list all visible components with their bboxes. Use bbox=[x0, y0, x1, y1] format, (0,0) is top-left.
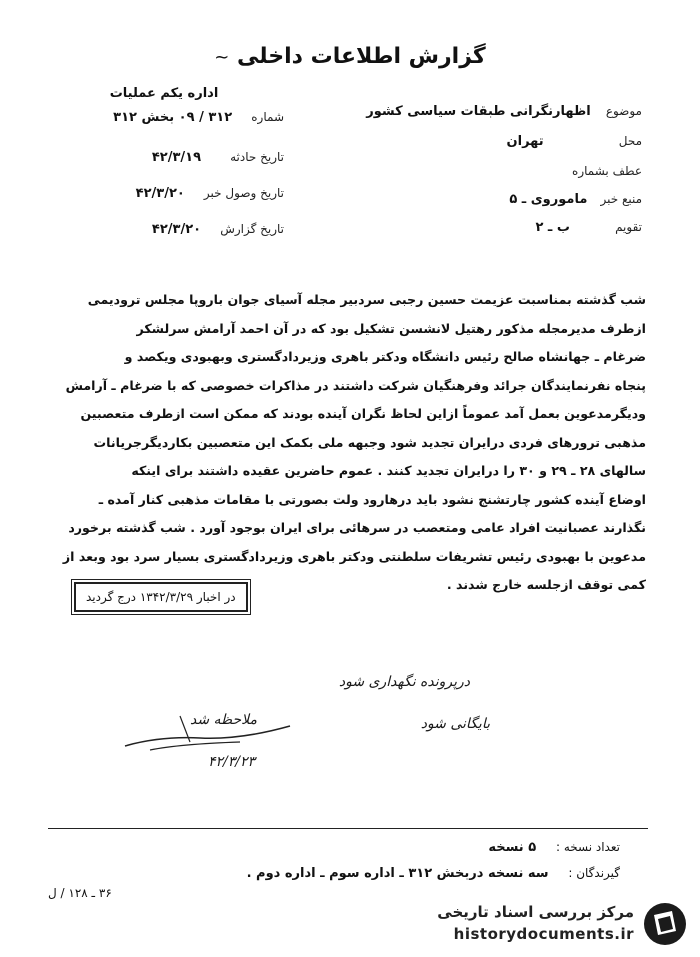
meta-right-block bbox=[322, 100, 642, 240]
recipients-value: سه نسخه دربخش ۳۱۲ ـ اداره سوم ـ اداره دوم . bbox=[246, 866, 549, 881]
report-body bbox=[46, 286, 646, 600]
meta-report-date-label: تاریخ گزارش bbox=[220, 222, 284, 236]
handwritten-date-text: ۴۲/۳/۲۳ bbox=[208, 754, 256, 770]
meta-incident-date-label: تاریخ حادثه bbox=[230, 150, 284, 164]
archive-stamp bbox=[74, 582, 248, 612]
handwritten-initial bbox=[421, 716, 490, 732]
watermark-name: مرکز بررسی اسناد تاریخی bbox=[437, 903, 634, 921]
meta-subject-label: موضوع bbox=[605, 104, 642, 118]
body-line: نگذارند عصبانیت افراد عامی ومتعصب در سرهائی برای ایران بوجود آورد . شب گذشته برخورد bbox=[68, 520, 646, 535]
meta-source-value: ماموروی ـ ۵ bbox=[509, 192, 588, 207]
footer-divider bbox=[48, 828, 648, 829]
meta-received-date-label: تاریخ وصول خبر bbox=[203, 186, 284, 200]
body-line: ودیگرمدعوین بعمل آمد عموماً ازاین لحاظ نگران آینده بودند که ممکن است ازطرف متعصبین bbox=[80, 406, 646, 421]
signature-text: ملاحظه شد bbox=[190, 712, 258, 728]
stamp-text: در اخبار ۱۳۴۲/۳/۲۹ درج گردید bbox=[86, 590, 236, 604]
meta-calendar-label: تقویم bbox=[615, 220, 642, 234]
copies-value: ۵ نسخه bbox=[488, 840, 537, 855]
meta-ref-label: عطف بشماره bbox=[572, 164, 642, 178]
meta-subject-row bbox=[322, 100, 642, 124]
copies-label: تعداد نسخه : bbox=[555, 840, 620, 854]
handwritten-note-text: درپرونده نگهداری شود bbox=[338, 674, 470, 690]
meta-source-label: منبع خبر bbox=[600, 192, 642, 206]
footer-copies-row bbox=[488, 840, 620, 855]
meta-report-date-value: ۴۲/۳/۲۰ bbox=[151, 222, 202, 237]
body-line: سالهای ۲۸ ـ ۲۹ و ۳۰ را درایران تجدید کنند . عموم حاضرین عقیده داشتند برای اینکه bbox=[131, 463, 646, 478]
title-text: گزارش اطلاعات داخلی bbox=[237, 44, 486, 69]
document-title bbox=[0, 44, 700, 69]
meta-calendar-row bbox=[322, 216, 642, 240]
body-line: ضرغام ـ جهانشاه صالح رئیس دانشگاه ودکتر باهری وزیردادگستری وبهبودی ویکصد و bbox=[124, 349, 646, 364]
signature-scribble bbox=[120, 706, 300, 756]
meta-place-row bbox=[322, 124, 642, 160]
doc-code bbox=[48, 886, 112, 900]
body-line: پنجاه نفرنمایندگان جرائد وفرهنگیان شرکت داشتند در مذاکرات خصوصی که با ضرغام ـ آرامش bbox=[65, 377, 646, 393]
body-line: ازطرف مدیرمجله مذکور رهتیل لانشسن تشکیل بود که در آن احمد آرامش سرلشکر bbox=[136, 320, 646, 336]
body-line: اوضاع آینده کشور چارتشنج نشود باید درهارود ولت بصورتی با مقامات مذهبی کنار آمده ـ bbox=[98, 491, 646, 507]
recipients-label: گیرندگان : bbox=[568, 866, 620, 880]
handwritten-initial-text: بایگانی شود bbox=[420, 716, 490, 732]
office-name: اداره یکم عملیات bbox=[109, 86, 219, 101]
handwritten-note bbox=[339, 674, 470, 690]
body-line: کمی توقف ازجلسه خارج شدند . bbox=[446, 577, 646, 592]
meta-report-date-row bbox=[44, 214, 284, 244]
meta-number-value: ۳۱۲ / ۰۹ بخش ۳۱۲ bbox=[113, 110, 233, 125]
meta-source-row bbox=[322, 188, 642, 216]
meta-left-block bbox=[44, 86, 284, 244]
meta-incident-date-row bbox=[44, 132, 284, 178]
meta-place-label: محل bbox=[618, 134, 642, 148]
meta-received-date-value: ۴۲/۳/۲۰ bbox=[135, 186, 185, 201]
handwritten-date bbox=[208, 754, 255, 770]
meta-number-label: شماره bbox=[251, 110, 284, 124]
doc-code-text: ۳۶ ـ ۱۲۸ / ل bbox=[48, 886, 112, 900]
meta-calendar-value: ب ـ ۲ bbox=[535, 220, 570, 235]
meta-place-value: تهران bbox=[506, 134, 544, 149]
footer-recipients-row bbox=[247, 866, 620, 881]
watermark-logo bbox=[410, 901, 690, 947]
meta-number-row bbox=[44, 106, 284, 132]
meta-received-date-row bbox=[44, 178, 284, 214]
title-mark: ~ bbox=[214, 47, 230, 68]
body-line: شب گذشته بمناسبت عزیمت حسین رجبی سردبیر مجله آسیای جوان باروپا مجلس ترودیمی bbox=[87, 292, 646, 307]
meta-incident-date-value: ۴۲/۳/۱۹ bbox=[151, 150, 202, 165]
archive-logo-icon bbox=[642, 901, 688, 947]
meta-ref-row bbox=[322, 160, 642, 188]
watermark-url: historydocuments.ir bbox=[453, 925, 634, 943]
meta-subject-value: اظهارنگرانی طبقات سیاسی کشور bbox=[366, 104, 591, 119]
body-line: مذهبی ترورهای فردی درایران تجدید شود وجبهه ملی بکمک این متعصبین بکاردیگرجریانات bbox=[93, 434, 646, 450]
body-line: مدعوین با بهبودی رئیس تشریفات سلطنتی ودکتر باهری وزیردادگستری بسیار سرد بود وبعد از bbox=[62, 548, 646, 564]
